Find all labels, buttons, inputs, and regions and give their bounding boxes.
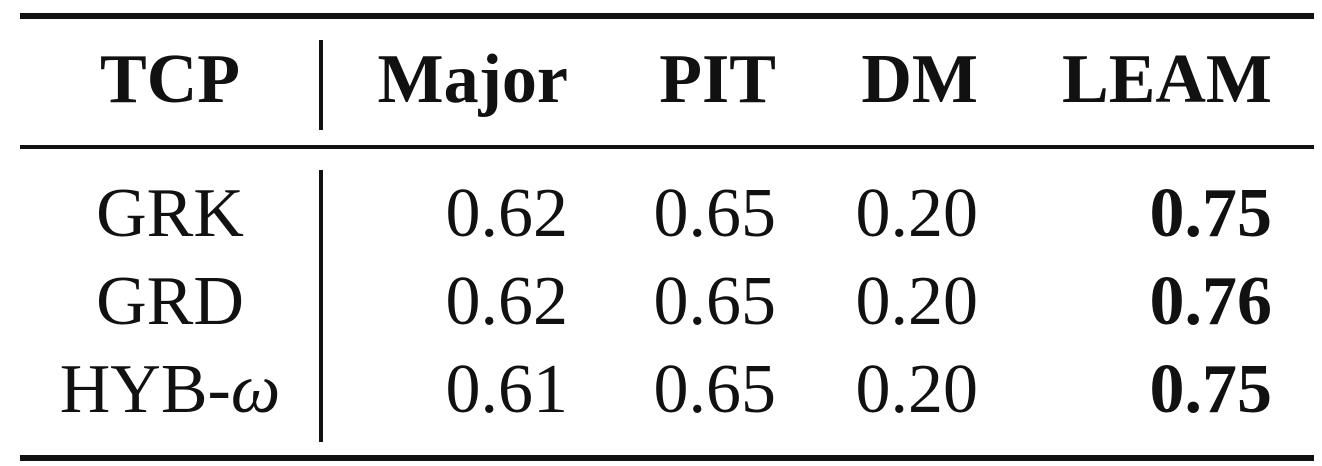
row-2-tcp: [40, 262, 300, 342]
row-1-pit: 0.65: [653, 175, 776, 252]
row-1-tcp-label: GRK: [96, 175, 244, 252]
row-3-major: 0.61: [445, 351, 568, 428]
row-2-pit: 0.65: [653, 263, 776, 340]
row-1-leam: 0.75: [1149, 175, 1272, 252]
row-3-pit: 0.65: [653, 351, 776, 428]
row-2-major: 0.62: [445, 263, 568, 340]
top-rule: [20, 13, 1314, 19]
bottom-rule: [20, 455, 1314, 461]
row-1-tcp: [40, 174, 300, 254]
row-1-dm: 0.20: [855, 175, 978, 252]
row-2-tcp-label: GRD: [96, 263, 244, 340]
header-dm: DM: [861, 41, 978, 118]
header-rule: [20, 145, 1314, 149]
header-leam: LEAM: [1062, 41, 1272, 118]
row-2-leam: 0.76: [1149, 263, 1272, 340]
row-3-tcp-label: HYB-: [59, 351, 231, 428]
row-3-tcp-suffix: ω: [230, 351, 281, 428]
header-pit: PIT: [659, 41, 776, 118]
row-2-dm: 0.20: [855, 263, 978, 340]
row-3-dm: 0.20: [855, 351, 978, 428]
row-3-leam: 0.75: [1149, 351, 1272, 428]
body-column-separator: [319, 170, 323, 442]
header-column-separator: [319, 40, 323, 130]
row-1-major: 0.62: [445, 175, 568, 252]
header-tcp: TCP: [100, 41, 240, 118]
header-major: Major: [377, 41, 568, 118]
row-3-tcp: [40, 350, 300, 430]
